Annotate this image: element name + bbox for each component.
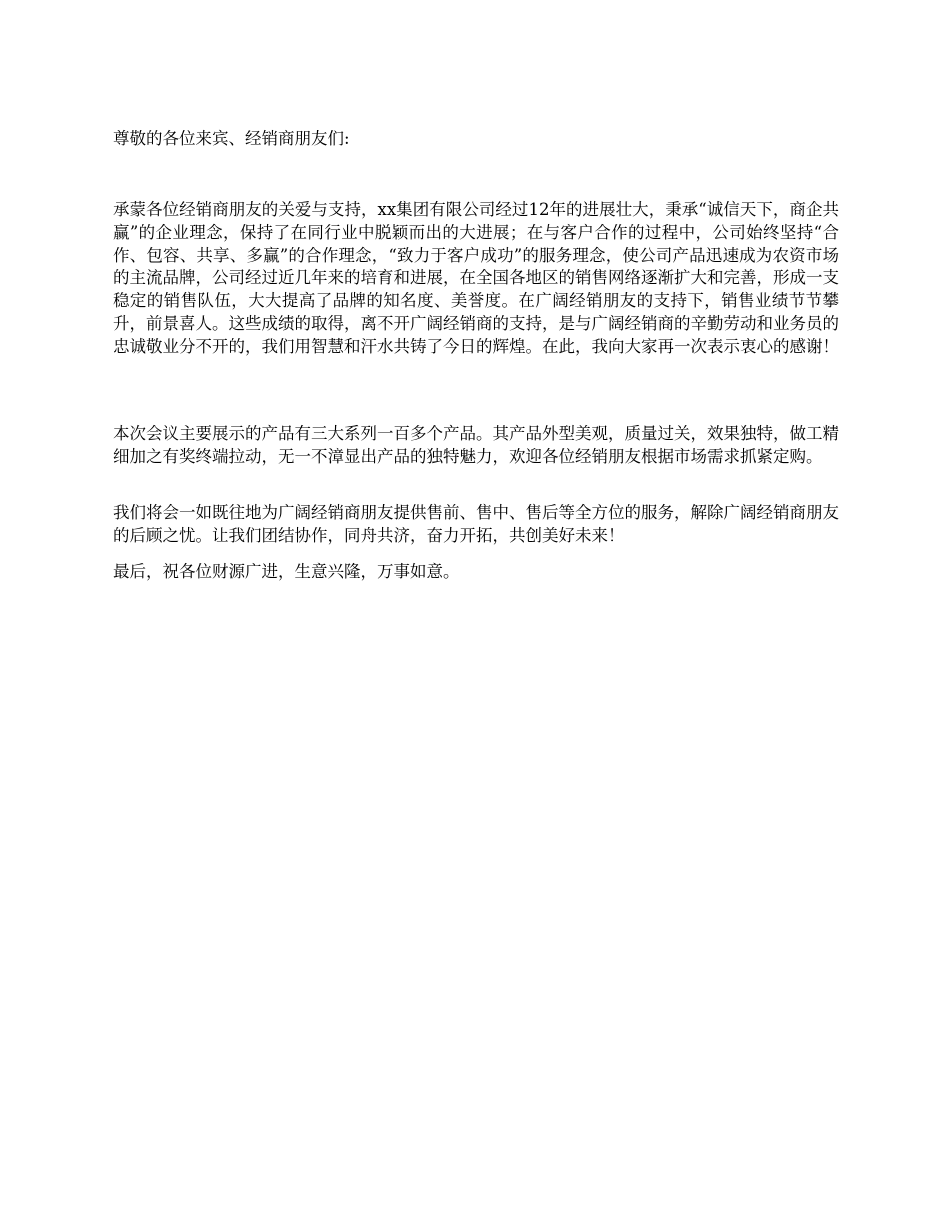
paragraph-services: 我们将会一如既往地为广阔经销商朋友提供售前、售中、售后等全方位的服务，解除广阔经销商朋友的后顾之忧。让我们团结协作，同舟共济，奋力开拓，共创美好未来！ [113,503,839,545]
salutation-line: 尊敬的各位来宾、经销商朋友们: [113,129,350,148]
paragraph-thanks: 承蒙各位经销商朋友的关爱与支持，xx集团有限公司经过12年的进展壮大，秉承“诚信天下，商企共赢”的企业理念，保持了在同行业中脱颖而出的大进展；在与客户合作的过程中，公司始终坚持“合作、包容、共享、多赢”的合作理念，“致力于客户成功”的服务理念，使公司产品迅速成为农资市场的主流品牌，公司经过近几年来的培育和进展，在全国各地区的销售网络逐渐扩大和完善，形成一支稳定的销售队伍，大大提高了品牌的知名度、美誉度。在广阔经销朋友的支持下，销售业绩节节攀升，前景喜人。这些成绩的取得，离不开广阔经销商的支持，是与广阔经销商的辛勤劳动和业务员的忠诚敬业分不开的，我们用智慧和汗水共铸了今日的辉煌。在此，我向大家再一次表示衷心的感谢！ [113,200,839,356]
paragraph-closing: 最后，祝各位财源广进，生意兴隆，万事如意。 [113,562,460,581]
paragraph-products: 本次会议主要展示的产品有三大系列一百多个产品。其产品外型美观，质量过关，效果独特，做工精细加之有奖终端拉动，无一不漳显出产品的独特魅力，欢迎各位经销朋友根据市场需求抓紧定购。 [113,424,839,466]
